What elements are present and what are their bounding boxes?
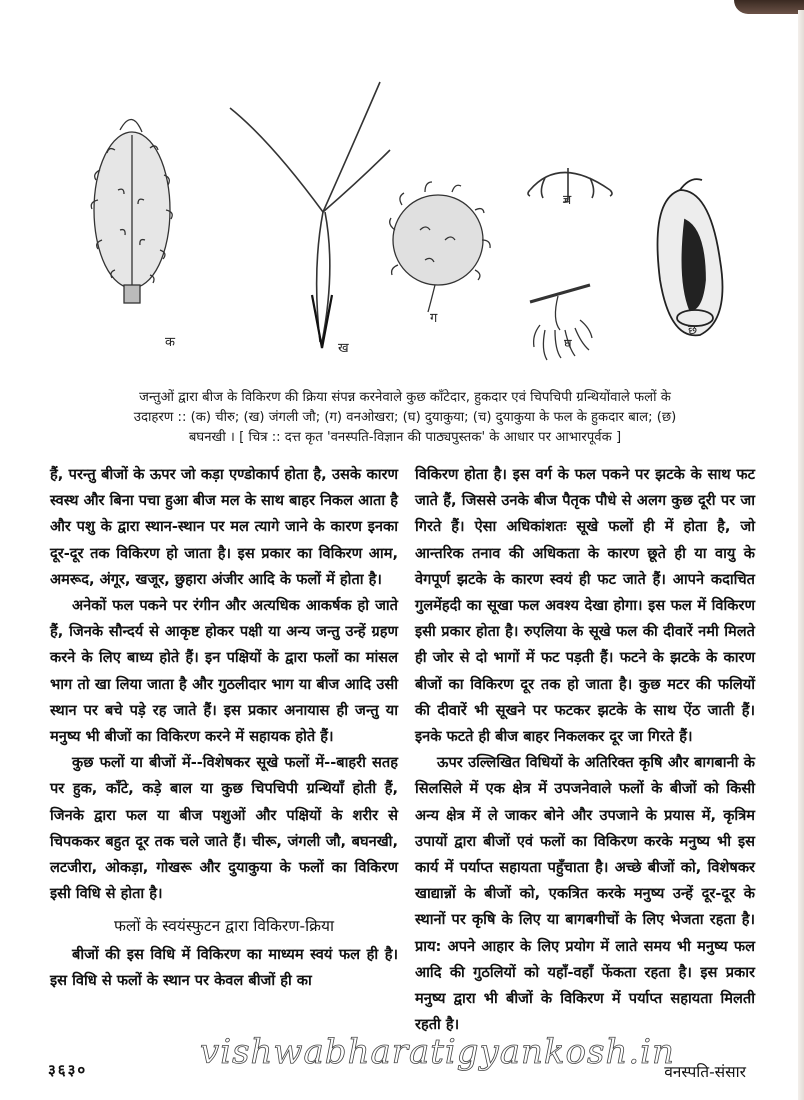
page-number: ३६३० [48,1061,88,1079]
figure-label-kha: ख [338,341,349,356]
figure-label-gha: घ [564,337,572,352]
section-heading: फलों के स्वयंस्फुटन द्वारा विकिरण-क्रिया [113,917,334,936]
figure-label-chha: छ [688,323,698,338]
figure-caption [50,388,760,448]
paragraph: ऊपर उल्लिखित विधियों के अतिरिक्त कृषि और बागबानी के सिलसिले में एक क्षेत्र में उपजनेवाले फलों के बीजों को किसी अन्य क्षेत्र में ले जाकर बोने और उपजाने के प्रयास में, कृत्रिम उपायों द्वारा बीजों एवं फलों का विकिरण करके मनुष्य भी इस कार्य में पर्याप्त सहायता पहुँचाता है। अच्छे बीजों को, विशेषकर खाद्यान्नों के बीजों को, एकत्रित करके मनुष्य उन्हें दूर-दूर के स्थानों पर कृषि के लिए या बागबगीचों के लिए भेजता रहता है। प्राय: अपने आहार के लिए प्रयोग में लाते समय भी मनुष्य फल आदि की गुठलियों को यहाँ-वहाँ फेंकता रहता है। इस प्रकार मनुष्य द्वारा भी बीजों के विकिरण में पर्याप्त सहायता मिलती रहती है। [415,754,755,1034]
paragraph: कुछ फलों या बीजों में--विशेषकर सूखे फलों में--बाहरी सतह पर हुक, काँटे, कड़े बाल या कुछ चिपचिपी ग्रन्थियाँ होती हैं, जिनके द्वारा फल या बीज पशुओं और पक्षियों के शरीर से चिपककर बहुत दूर तक चले जाते हैं। चीरू, जंगली जौ, बघनखी, लटजीरा, ओकड़ा, गोखरू और दुयाकुया के फलों का विकिरण इसी विधि से होता है। [50,754,398,903]
paragraph: विकिरण होता है। इस वर्ग के फल पकने पर झटके के साथ फट जाते हैं, जिससे उनके बीज पैतृक पौधे से अलग कुछ दूरी पर जा गिरते हैं। ऐसा अधिकांशतः सूखे फलों ही में होता है, जो आन्तरिक तनाव की अधिकता के कारण छूते ही या वायु के वेगपूर्ण झटके के कारण स्वयं ही फट जाते हैं। आपने कदाचित गुलमेंहदी का सूखा फल अवश्य देखा होगा। इस फल में विकिरण इसी प्रकार होता है। रुएलिया के सूखे फल की दीवारें नमी मिलते ही जोर से दो भागों में फट पड़ती हैं। फटने के झटके के कारण बीजों का विकिरण दूर तक हो जाता है। कुछ मटर की फलियों की दीवारें भी सूखने पर फटकर झटके के साथ ऐंठ जाती हैं। इनके फटते ही बीज बाहर निकलकर दूर जा गिरते हैं। [415,466,755,746]
paragraph: अनेकों फल पकने पर रंगीन और अत्यधिक आकर्षक हो जाते हैं, जिनके सौन्दर्य से आकृष्ट होकर पक्षी या अन्य जन्तु उन्हें ग्रहण करने के लिए बाध्य होते हैं। इन पक्षियों के द्वारा फलों का मांसल भाग तो खा लिया जाता है और गुठलीदार भाग या बीज आदि उसी स्थान पर बचे पड़े रह जाते हैं। इस प्रकार अनायास ही जन्तु या मनुष्य भी बीजों का विकिरण करने में सहायक होते हैं। [50,597,398,746]
paragraph: हैं, परन्तु बीजों के ऊपर जो कड़ा एण्डोकार्प होता है, उसके कारण स्वस्थ और बिना पचा हुआ बीज मल के साथ बाहर निकल आता है और पशु के द्वारा स्थान-स्थान पर मल त्यागे जाने के कारण इनका दूर-दूर तक विकिरण हो जाता है। इस प्रकार का विकिरण आम, अमरूद, अंगूर, खजूर, छुहारा अंजीर आदि के फलों में होता है। [50,466,398,588]
illustration-ga [390,182,490,312]
caption-line-3: बघनखी । [ चित्र :: दत्त कृत 'वनस्पति-विज्ञान की पाठ्यपुस्तक' के आधार पर आभारपूर्वक ] [188,430,622,445]
paragraph: बीजों की इस विधि में विकिरण का माध्यम स्वयं फल ही है। इस विधि से फलों के स्थान पर केवल बीजों ही का [50,945,398,989]
seed-dispersal-figure [90,80,730,365]
left-column [50,462,398,994]
caption-line-1: जन्तुओं द्वारा बीज के विकिरण की क्रिया संपन्न करनेवाले कुछ काँटेदार, हुकदार एवं चिपचिपी ग्रन्थियोंवाले फलों के [139,390,671,405]
page-edge [798,10,804,1100]
illustration-kha [230,82,390,348]
page-corner-shadow [734,0,804,14]
caption-line-2: उदाहरण :: (क) चीरु; (ख) जंगली जौ; (ग) वनओखरा; (घ) दुयाकुया; (च) दुयाकुया के फल के हुकदार बाल; (छ) [133,410,677,425]
illustration-gha [530,285,592,360]
figure-label-cha: च [563,193,572,208]
watermark: vishwabharatigyankosh.in [200,1032,675,1072]
right-column [415,462,755,1038]
figure-label-ka: क [165,335,175,350]
running-title: वनस्पति-संसार [664,1063,746,1081]
figure-label-ga: ग [430,311,438,326]
illustration-chha [658,179,723,335]
figure-illustrations [90,80,730,365]
illustration-ka [91,119,172,303]
